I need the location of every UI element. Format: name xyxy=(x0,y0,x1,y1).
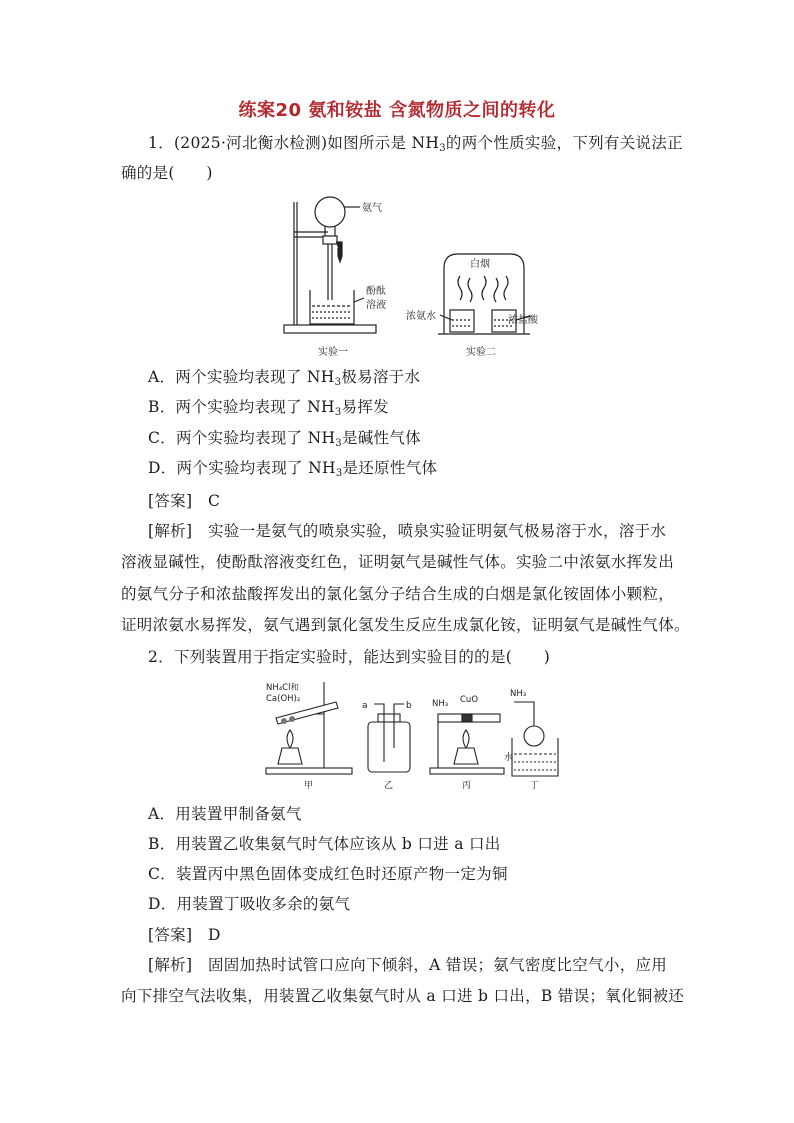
q2-stem: 2．下列装置用于指定实验时，能达到实验目的的是( ) xyxy=(148,648,551,666)
label-phenolphthalein-1: 酚酞 xyxy=(366,286,386,297)
label-a: a xyxy=(362,701,368,711)
label-conc-ammonia: 浓氨水 xyxy=(406,311,436,322)
q1-analysis-line-3: 的氨气分子和浓盐酸挥发出的氯化氢分子结合生成的白烟是氯化铵固体小颗粒， xyxy=(121,585,675,603)
q2-option-b: B．用装置乙收集氨气时气体应该从 b 口进 a 口出 xyxy=(148,835,501,853)
label-nh3-c: NH₃ xyxy=(432,699,449,709)
label-b: b xyxy=(406,701,412,711)
caption-yi: 乙 xyxy=(384,781,394,791)
apparatus-bing xyxy=(430,714,504,774)
experiment-one-apparatus xyxy=(284,197,376,333)
q1-stem-line-1 xyxy=(148,136,704,154)
q1-option-d: D．两个实验均表现了 $NH_3$是还原性气体 xyxy=(148,459,438,479)
q1-analysis-line-2: 溶液显碱性，使酚酞溶液变红色，证明氨气是碱性气体。实验二中浓氨水挥发出 xyxy=(121,553,675,571)
caption-jia: 甲 xyxy=(304,781,314,791)
label-reagent-2: Ca(OH)₂ xyxy=(266,694,301,704)
q1-option-b: B．两个实验均表现了 $NH_3$易挥发 xyxy=(148,398,389,418)
caption-bing: 丙 xyxy=(462,781,472,791)
q1-option-a: A．两个实验均表现了 $NH_3$极易溶于水 xyxy=(148,368,421,388)
label-white-smoke: 白烟 xyxy=(470,259,490,270)
q1-option-c: C．两个实验均表现了 $NH_3$是碱性气体 xyxy=(148,429,421,449)
caption-ding: 丁 xyxy=(530,781,540,791)
label-phenolphthalein-2: 溶液 xyxy=(366,300,386,311)
label-reagent-1: NH₄Cl和 xyxy=(266,683,299,693)
q1-figure xyxy=(270,192,560,364)
label-ammonia: 氨气 xyxy=(362,203,382,214)
q2-option-a: A．用装置甲制备氨气 xyxy=(148,805,302,823)
apparatus-ding xyxy=(512,702,558,776)
q2-analysis-line-1: [解析] 固固加热时试管口应向下倾斜，A 错误；氨气密度比空气小，应用 xyxy=(148,956,668,974)
analysis-label: [解析] xyxy=(148,522,193,540)
q1-stem-sub: 3 xyxy=(439,143,446,154)
q2-option-c: C．装置丙中黑色固体变成红色时还原产物一定为铜 xyxy=(148,865,508,883)
q2-answer xyxy=(148,928,704,944)
label-nh3-d: NH₃ xyxy=(510,689,527,699)
label-water: 水 xyxy=(504,753,514,763)
q1-stem-line-2: 确的是( ) xyxy=(121,164,213,182)
q2-analysis-line-2: 向下排空气法收集，用装置乙收集氨气时从 a 口进 b 口出，B 错误；氧化铜被还 xyxy=(121,987,685,1005)
q1-stem-pre: 1．(2025·河北衡水检测)如图所示是 NH xyxy=(148,134,440,152)
answer-label: [答案] xyxy=(148,926,193,944)
q1-answer xyxy=(148,494,704,510)
page-title: 练案20 氨和铵盐 含氮物质之间的转化 xyxy=(238,100,556,121)
caption-experiment-one: 实验一 xyxy=(318,347,348,358)
q2-figure xyxy=(262,678,562,794)
label-conc-hcl: 浓盐酸 xyxy=(508,315,538,326)
caption-experiment-two: 实验二 xyxy=(466,347,496,358)
analysis-label: [解析] xyxy=(148,956,193,974)
q2-option-d: D．用装置丁吸收多余的氨气 xyxy=(148,895,351,913)
answer-value: C xyxy=(207,492,221,510)
q1-stem-post: 的两个性质实验，下列有关说法正 xyxy=(445,134,683,152)
answer-value: D xyxy=(207,926,221,944)
q1-analysis-line-4: 证明浓氨水易挥发，氨气遇到氯化氢发生反应生成氯化铵，证明氨气是碱性气体。 xyxy=(121,616,690,634)
apparatus-yi xyxy=(368,704,410,772)
q1-analysis-line-1: [解析] 实验一是氨气的喷泉实验，喷泉实验证明氨气极易溶于水，溶于水 xyxy=(148,522,667,540)
label-cuo: CuO xyxy=(460,695,479,705)
answer-label: [答案] xyxy=(148,492,193,510)
